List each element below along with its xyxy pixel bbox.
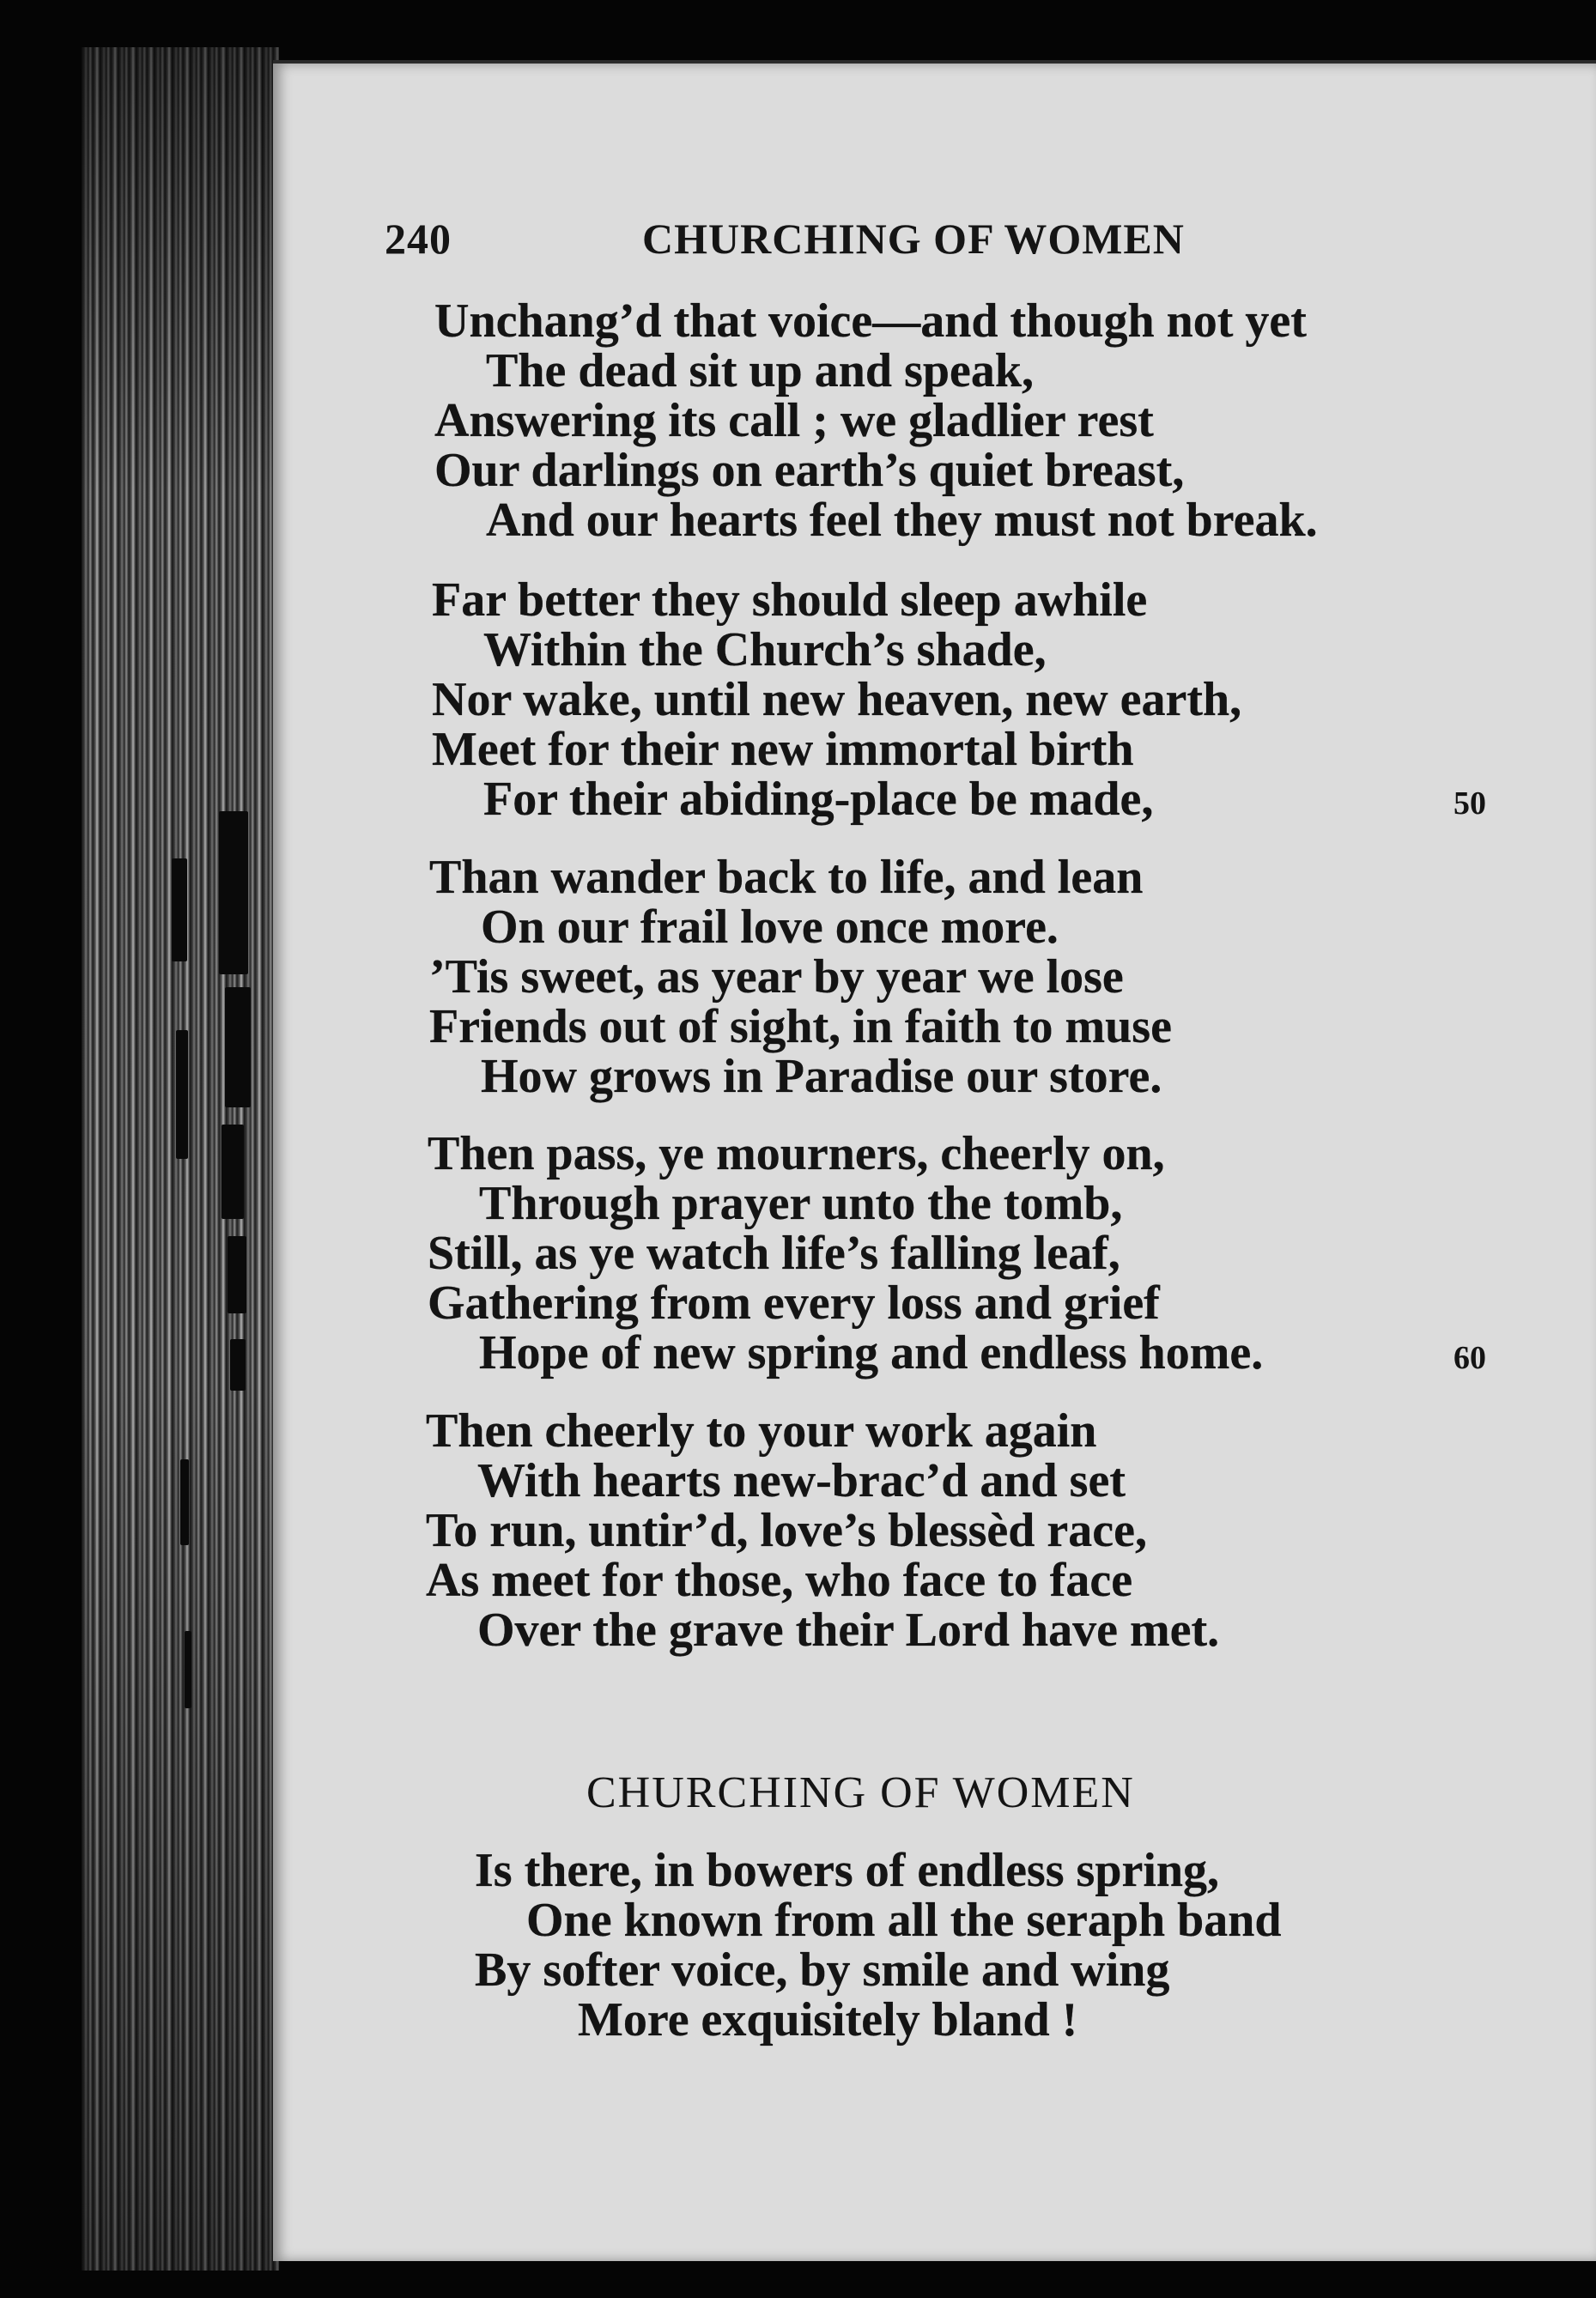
edge-mark — [230, 1339, 246, 1391]
running-title: CHURCHING OF WOMEN — [642, 215, 1185, 263]
poem-line: Meet for their new immortal birth — [432, 723, 1134, 776]
poem-line: Through prayer unto the tomb, — [479, 1177, 1123, 1230]
poem-line: On our frail love once more. — [481, 900, 1059, 954]
poem-line: ’Tis sweet, as year by year we lose — [429, 950, 1124, 1003]
poem-line: Our darlings on earth’s quiet breast, — [434, 444, 1185, 497]
poem-line: Then pass, ye mourners, cheerly on, — [428, 1127, 1165, 1180]
page-number: 240 — [385, 215, 452, 263]
poem-line: Over the grave their Lord have met. — [477, 1604, 1220, 1657]
poem-line: Far better they should sleep awhile — [432, 573, 1148, 627]
poem-line: By softer voice, by smile and wing — [475, 1943, 1170, 1997]
poem-line: The dead sit up and speak, — [486, 344, 1035, 397]
poem-line: Friends out of sight, in faith to muse — [429, 1000, 1172, 1053]
poem-line: Then cheerly to your work again — [426, 1404, 1097, 1458]
poem-line: Unchang’d that voice—and though not yet — [434, 294, 1307, 348]
poem-line: One known from all the seraph band — [526, 1894, 1282, 1947]
poem-line: Than wander back to life, and lean — [429, 851, 1144, 904]
poem-line: Nor wake, until new heaven, new earth, — [432, 673, 1242, 726]
edge-mark — [180, 1459, 189, 1545]
poem-line: Answering its call ; we gladlier rest — [434, 394, 1154, 447]
poem-line: Gathering from every loss and grief — [428, 1276, 1160, 1330]
poem-line: Hope of new spring and endless home. — [479, 1326, 1264, 1379]
edge-mark — [172, 858, 187, 961]
edge-mark — [221, 1125, 244, 1219]
edge-mark — [185, 1631, 191, 1708]
poem-line: For their abiding-place be made, — [483, 773, 1154, 826]
edge-mark — [228, 1236, 246, 1313]
poem-line: More exquisitely bland ! — [578, 1993, 1078, 2046]
poem-line: To run, untir’d, love’s blessèd race, — [426, 1504, 1147, 1557]
edge-mark — [219, 811, 248, 974]
page-edges-shadow — [82, 47, 279, 2271]
poem-line: And our hearts feel they must not break. — [486, 494, 1318, 547]
line-number: 50 — [1453, 785, 1486, 822]
poem-line: With hearts new-brac’d and set — [477, 1454, 1126, 1507]
poem-line: Within the Church’s shade, — [483, 623, 1047, 676]
poem-line: How grows in Paradise our store. — [481, 1050, 1162, 1103]
poem-line: Is there, in bowers of endless spring, — [475, 1844, 1220, 1897]
edge-mark — [225, 987, 251, 1107]
poem-line: As meet for those, who face to face — [426, 1554, 1133, 1607]
poem-line: Still, as ye watch life’s falling leaf, — [428, 1227, 1120, 1280]
edge-mark — [176, 1030, 188, 1159]
line-number: 60 — [1453, 1340, 1486, 1376]
book-page — [273, 60, 1596, 2261]
poem-title: CHURCHING OF WOMEN — [586, 1768, 1135, 1817]
